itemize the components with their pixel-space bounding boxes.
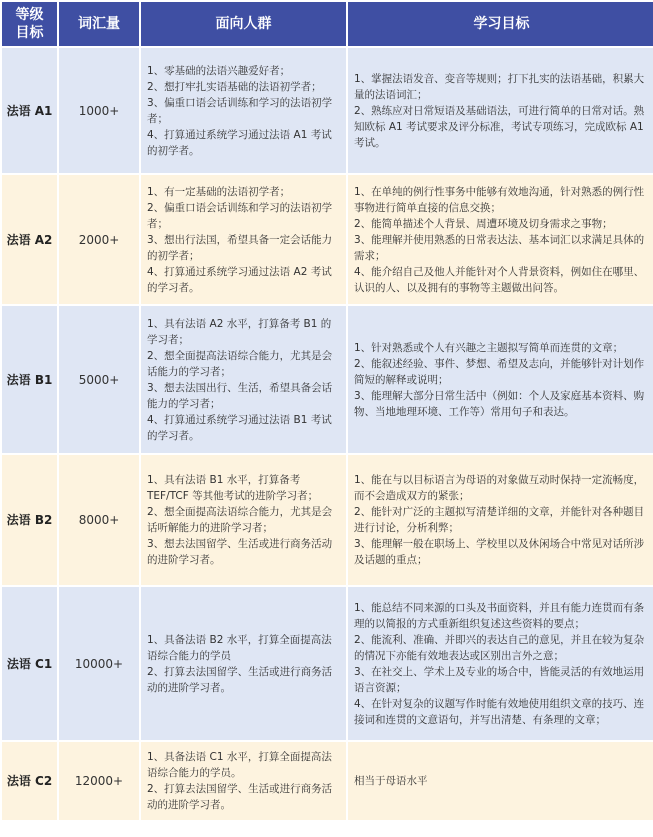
goal-item: 1、在单纯的例行性事务中能够有效地沟通，针对熟悉的例行性事物进行简单直接的信息交换； xyxy=(354,185,645,214)
audience-item: 1、具有法语 B1 水平，打算备考 TEF/TCF 等其他考试的进阶学习者； xyxy=(147,474,319,502)
audience-item: 1、有一定基础的法语初学者； xyxy=(147,185,291,198)
header-goals: 学习目标 xyxy=(348,2,653,46)
goal-item: 相当于母语水平 xyxy=(354,775,428,787)
audience-item: 2、想打牢扎实语基础的法语初学者； xyxy=(147,80,322,93)
vocab-cell: 12000+ xyxy=(59,742,139,820)
audience-cell xyxy=(141,175,346,304)
audience-item: 2、打算去法国留学、生活或进行商务活动的进阶学习者。 xyxy=(147,665,333,694)
audience-cell xyxy=(141,306,346,453)
table-row xyxy=(2,306,653,453)
audience-item: 1、零基础的法语兴趣爱好者； xyxy=(147,64,291,77)
audience-cell xyxy=(141,455,346,585)
goal-item: 4、在针对复杂的议题写作时能有效地使用组织文章的技巧、连接词和连贯的文意语句，并写出清楚、有条理的文章； xyxy=(354,697,645,726)
goal-item: 2、能流利、准确、并即兴的表达自己的意见，并且在较为复杂的情况下亦能有效地表达或区别出言外之意； xyxy=(354,633,645,662)
table-row xyxy=(2,587,653,740)
table-row xyxy=(2,175,653,304)
goal-item: 4、能介绍自己及他人并能针对个人背景资料，例如住在哪里、认识的人、以及拥有的事物等主题做出问答。 xyxy=(354,265,645,294)
table-row xyxy=(2,48,653,173)
audience-item: 2、偏重口语会话训练和学习的法语初学者； xyxy=(147,201,333,230)
vocab-cell: 2000+ xyxy=(59,175,139,304)
header-level: 等级 目标 xyxy=(2,2,57,46)
goals-cell xyxy=(348,175,653,304)
table-row xyxy=(2,742,653,820)
audience-item: 2、想全面提高法语综合能力，尤其是会话能力的学习者； xyxy=(147,349,333,378)
level-cell: 法语 C2 xyxy=(2,742,57,820)
audience-item: 3、想去法国留学、生活或进行商务活动的进阶学习者。 xyxy=(147,538,333,566)
goal-item: 2、能叙述经验、事件、梦想、希望及志向，并能够针对计划作简短的解释或说明； xyxy=(354,357,645,386)
audience-item: 1、具备法语 B2 水平，打算全面提高法语综合能力的学员 xyxy=(147,633,332,662)
level-cell: 法语 B1 xyxy=(2,306,57,453)
audience-item: 2、打算去法国留学、生活或进行商务活动的进阶学习者。 xyxy=(147,783,333,811)
level-cell: 法语 A1 xyxy=(2,48,57,173)
audience-item: 4、打算通过系统学习通过法语 B1 考试的学习者。 xyxy=(147,413,332,442)
header-audience: 面向人群 xyxy=(141,2,346,46)
goals-cell xyxy=(348,742,653,820)
audience-item: 1、具备法语 C1 水平，打算全面提高法语综合能力的学员。 xyxy=(147,751,332,779)
level-cell: 法语 B2 xyxy=(2,455,57,585)
goal-item: 1、能总结不同来源的口头及书面资料，并且有能力连贯而有条理的以简报的方式重新组织复述这些资料的要点； xyxy=(354,601,645,630)
goals-cell xyxy=(348,587,653,740)
vocab-cell: 8000+ xyxy=(59,455,139,585)
header-row xyxy=(2,2,653,46)
audience-item: 4、打算通过系统学习通过法语 A1 考试的初学者。 xyxy=(147,128,332,157)
header-vocab: 词汇量 xyxy=(59,2,139,46)
audience-cell xyxy=(141,48,346,173)
table-row xyxy=(2,455,653,585)
goal-item: 1、能在与以目标语言为母语的对象做互动时保持一定流畅度，而不会造成双方的紧张； xyxy=(354,474,645,502)
vocab-cell: 5000+ xyxy=(59,306,139,453)
level-cell: 法语 C1 xyxy=(2,587,57,740)
goal-item: 3、能理解一般在职场上、学校里以及休闲场合中常见对话所涉及话题的重点； xyxy=(354,538,645,566)
goal-item: 1、掌握法语发音、变音等规则；打下扎实的法语基础，积累大量的法语词汇； xyxy=(354,72,645,101)
audience-cell xyxy=(141,742,346,820)
goal-item: 2、熟练应对日常短语及基础语法，可进行简单的日常对话。熟知欧标 A1 考试要求及评分标准，考试专项练习，完成欧标 A1 考试。 xyxy=(354,104,645,149)
goals-cell xyxy=(348,306,653,453)
audience-item: 1、具有法语 A2 水平，打算备考 B1 的学习者； xyxy=(147,317,332,346)
audience-item: 3、想出行法国，希望具备一定会话能力的初学者； xyxy=(147,233,333,262)
goal-item: 3、能理解并使用熟悉的日常表达法、基本词汇以求满足具体的需求； xyxy=(354,233,645,262)
goal-item: 2、能简单描述个人背景、周遭环境及切身需求之事物； xyxy=(354,217,613,230)
audience-item: 3、偏重口语会话训练和学习的法语初学者； xyxy=(147,96,333,125)
audience-item: 3、想去法国出行、生活，希望具备会话能力的学习者； xyxy=(147,381,333,410)
goal-item: 2、能针对广泛的主题拟写清楚详细的文章，并能针对各种题目进行讨论，分析利弊； xyxy=(354,506,645,534)
audience-cell xyxy=(141,587,346,740)
goal-item: 3、能理解大部分日常生活中（例如：个人及家庭基本资料、购物、当地地理环境、工作等）常用句子和表达。 xyxy=(354,389,645,418)
goal-item: 3、在社交上、学术上及专业的场合中，皆能灵活的有效地运用语言资源； xyxy=(354,665,645,694)
vocab-cell: 1000+ xyxy=(59,48,139,173)
vocab-cell: 10000+ xyxy=(59,587,139,740)
goal-item: 1、针对熟悉或个人有兴趣之主题拟写简单而连贯的文章； xyxy=(354,341,624,354)
goals-cell xyxy=(348,455,653,585)
goals-cell xyxy=(348,48,653,173)
audience-item: 4、打算通过系统学习通过法语 A2 考试的学习者。 xyxy=(147,265,332,294)
level-cell: 法语 A2 xyxy=(2,175,57,304)
audience-item: 2、想全面提高法语综合能力，尤其是会话听解能力的进阶学习者； xyxy=(147,506,333,534)
